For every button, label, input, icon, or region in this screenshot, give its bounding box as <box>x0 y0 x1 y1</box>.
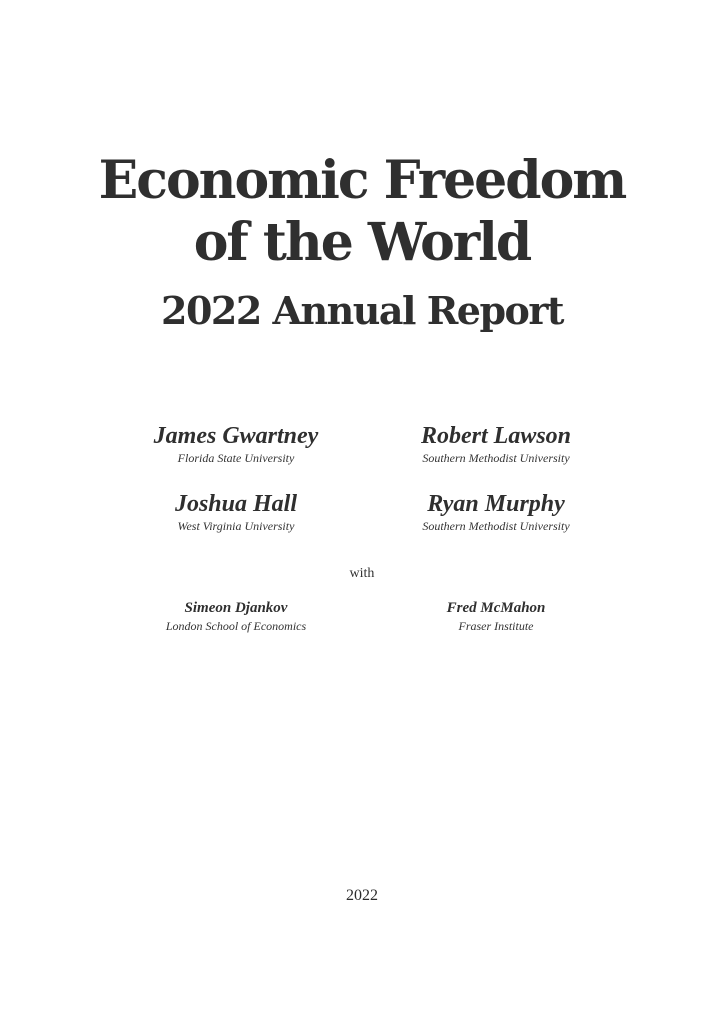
author-name: Joshua Hall <box>174 491 298 517</box>
contributor-block <box>346 598 646 634</box>
author-block <box>86 490 386 534</box>
author-name: Ryan Murphy <box>427 491 565 517</box>
with-label: with <box>349 566 375 581</box>
contributor-affiliation: London School of Economics <box>165 619 307 633</box>
title-line-1: Economic Freedom <box>98 150 626 211</box>
author-name: Robert Lawson <box>420 423 572 449</box>
author-block <box>86 422 386 466</box>
author-affiliation: Southern Methodist University <box>422 451 570 465</box>
author-affiliation: West Virginia University <box>177 519 295 533</box>
publication-year: 2022 <box>346 887 378 904</box>
contributor-name: Fred McMahon <box>446 600 546 616</box>
contributor-name: Simeon Djankov <box>184 600 288 616</box>
author-affiliation: Florida State University <box>177 451 295 465</box>
author-name: James Gwartney <box>153 423 319 449</box>
author-block <box>346 490 646 534</box>
author-block <box>346 422 646 466</box>
contributor-block <box>86 598 386 634</box>
report-subtitle: 2022 Annual Report <box>161 288 563 333</box>
contributor-affiliation: Fraser Institute <box>458 619 534 633</box>
author-affiliation: Southern Methodist University <box>422 519 570 533</box>
title-line-2: of the World <box>193 212 531 273</box>
